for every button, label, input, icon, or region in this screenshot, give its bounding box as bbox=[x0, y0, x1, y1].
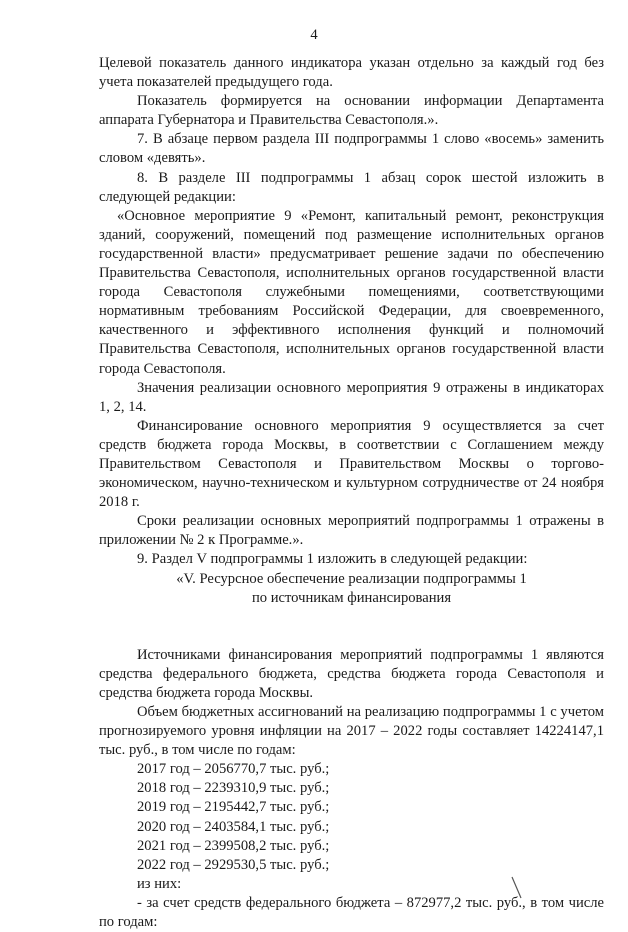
paragraph: Целевой показатель данного индикатора указан отдельно за каждый год без учета показателей предыдущего года. bbox=[99, 55, 604, 91]
paragraph: Сроки реализации основных мероприятий подпрограммы 1 отражены в приложении № 2 к Программе.». bbox=[99, 513, 604, 549]
pen-stroke-mark bbox=[510, 876, 524, 900]
year-amount: 2017 год – 2056770,7 тыс. руб.; bbox=[137, 761, 330, 778]
year-amount: 2018 год – 2239310,9 тыс. руб.; bbox=[137, 780, 330, 797]
year-amount: 2020 год – 2403584,1 тыс. руб.; bbox=[137, 818, 330, 835]
quoted-paragraph: «Основное мероприятие 9 «Ремонт, капитальный ремонт, реконструкция зданий, сооружений, помещений под размещение исполнительных органов государственной власти» предусматривает решение задачи по обеспечению Правительства Севастополя, исполнительных органов государственной власти города Севастополя служебными помещениями, соответствующими нормативным требованиям Российской Федерации, для своевременного, качественного и эффективного исполнения функций и полномочий Правительства Севастополя, исполнительных органов государственной власти города Севастополя. bbox=[99, 207, 604, 377]
paragraph: 9. Раздел V подпрограммы 1 изложить в следующей редакции: bbox=[137, 551, 528, 568]
of-them-label: из них: bbox=[137, 875, 182, 892]
paragraph: Показатель формируется на основании информации Департамента аппарата Губернатора и Правительства Севастополя.». bbox=[99, 93, 604, 129]
year-amount: 2022 год – 2929530,5 тыс. руб.; bbox=[137, 856, 330, 873]
year-amount: 2021 год – 2399508,2 тыс. руб.; bbox=[137, 837, 330, 854]
paragraph: Финансирование основного мероприятия 9 осуществляется за счет средств бюджета города Москвы, в соответствии с Соглашением между Правительством Севастополя и Правительством Москвы о торгово-экономическом, научно-техническом и культурном сотрудничестве от 24 ноября 2018 г. bbox=[99, 417, 604, 511]
paragraph: Объем бюджетных ассигнований на реализацию подпрограммы 1 с учетом прогнозируемого уровня инфляции на 2017 – 2022 годы составляет 14224147,1 тыс. руб., в том числе по годам: bbox=[99, 704, 604, 759]
page-number: 4 bbox=[310, 27, 318, 43]
paragraph: 8. В разделе III подпрограммы 1 абзац сорок шестой изложить в следующей редакции: bbox=[99, 169, 604, 205]
federal-budget-line: - за счет средств федерального бюджета – 872977,2 тыс. руб., в том числе по годам: bbox=[99, 894, 604, 931]
year-amount: 2019 год – 2195442,7 тыс. руб.; bbox=[137, 799, 330, 816]
paragraph: Источниками финансирования мероприятий подпрограммы 1 являются средства федерального бюджета, средства бюджета города Севастополя и средства бюджета города Москвы. bbox=[99, 646, 604, 701]
document-body bbox=[99, 54, 604, 932]
section-heading-line-1: «V. Ресурсное обеспечение реализации подпрограммы 1 bbox=[176, 570, 527, 587]
spacer bbox=[99, 608, 604, 646]
section-heading-line-2: по источникам финансирования bbox=[251, 589, 452, 606]
paragraph: Значения реализации основного мероприятия 9 отражены в индикаторах 1, 2, 14. bbox=[99, 379, 604, 415]
paragraph: 7. В абзаце первом раздела III подпрограммы 1 слово «восемь» заменить словом «девять». bbox=[99, 131, 604, 167]
